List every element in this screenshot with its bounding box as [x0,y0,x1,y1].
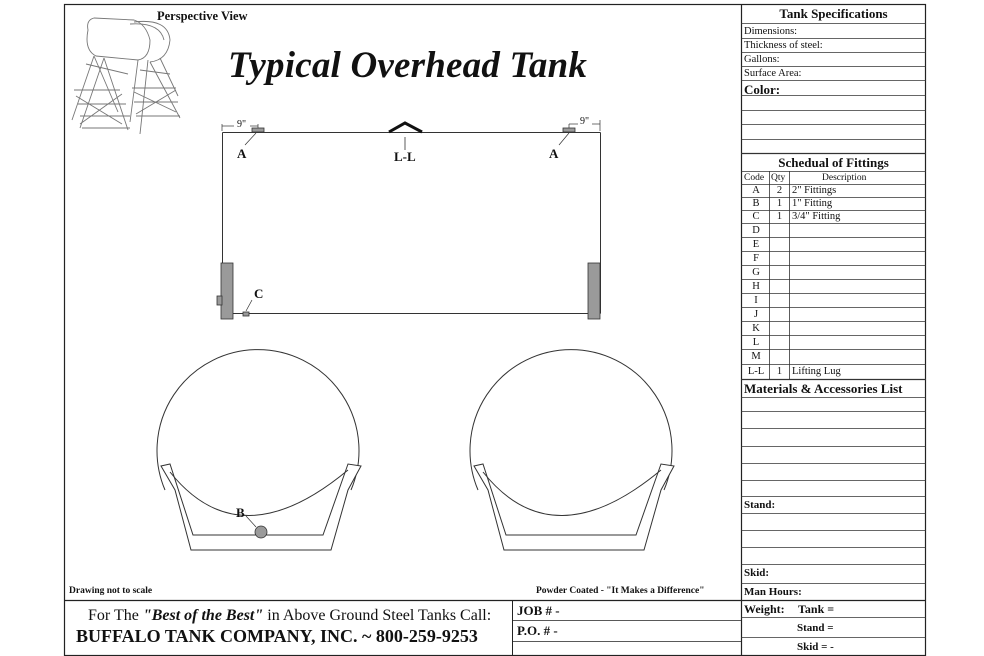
footer-call-suffix: in Above Ground Steel Tanks Call: [263,607,492,624]
fitting-a-right [563,128,575,132]
scale-note: Drawing not to scale [69,586,153,596]
fitting-code: M [751,351,761,362]
lifting-lug [389,123,422,132]
fitting-description: Lifting Lug [792,366,841,377]
footer-call-line [88,607,491,625]
perspective-sketch [72,18,180,134]
fitting-qty: 1 [776,198,783,209]
fitting-a-left [252,128,264,132]
coating-note: Powder Coated - "It Makes a Difference" [536,586,705,596]
materials-heading: Materials & Accessories List [744,381,903,396]
tank-end-view-left [157,350,361,550]
specs-heading: Tank Specifications [779,6,888,21]
callout-c: C [254,286,264,301]
weight-skid: Skid = - [797,641,834,653]
fittings-col-qty: Qty [771,173,786,183]
spec-gallons-label: Gallons: [744,54,780,65]
fitting-description: 1" Fitting [792,198,833,209]
fitting-code: A [752,185,760,196]
job-number-label: JOB # - [517,603,560,618]
stand-label: Stand: [744,499,776,511]
fitting-code: L [752,337,760,348]
spec-surface-area-label: Surface Area: [744,68,802,79]
fitting-code: B [752,198,760,209]
footer-call-prefix: For The [88,607,143,624]
callout-b: B [236,505,245,520]
fitting-description: 3/4" Fitting [792,211,841,222]
callout-lifting-lug: L-L [394,149,416,164]
fitting-code: H [752,281,760,292]
callout-a-left: A [237,146,247,161]
weight-stand: Stand = [797,622,834,634]
left-saddle [221,263,233,319]
outer-border [65,5,926,656]
fitting-qty: 2 [776,185,783,196]
fitting-description: 2" Fittings [792,185,837,196]
fitting-code: I [754,295,758,306]
fittings-col-description: Description [822,173,867,183]
fitting-code: G [752,267,760,278]
drawing-title: Typical Overhead Tank [228,45,588,86]
fitting-code: K [752,323,760,334]
fitting-code: C [752,211,760,222]
fitting-code: E [752,239,760,250]
fitting-c [243,312,249,316]
footer-company: BUFFALO TANK COMPANY, INC. ~ 800-259-9253 [76,626,478,646]
weight-label: Weight: [744,602,785,616]
fitting-code: L-L [747,366,765,377]
fittings-col-code: Code [744,173,765,183]
spec-dimensions-label: Dimensions: [744,26,798,37]
spec-thickness-label: Thickness of steel: [744,40,823,51]
right-saddle [588,263,600,319]
tank-end-view-right [470,350,674,550]
dimension-right: 9" [580,116,590,127]
fittings-heading: Schedual of Fittings [778,155,889,170]
footer-call-emphasis: "Best of the Best" [142,607,264,624]
po-number-label: P.O. # - [517,623,558,638]
perspective-label: Perspective View [157,9,248,23]
spec-color-label: Color: [744,82,781,97]
fitting-qty: 1 [776,211,783,222]
weight-tank: Tank = [798,602,835,616]
skid-label: Skid: [744,567,770,579]
dimension-left: 9" [237,119,247,130]
fitting-b [255,526,267,538]
fitting-code: J [753,309,759,320]
fitting-code: F [753,253,759,264]
fitting-code: D [752,225,760,236]
man-hours-label: Man Hours: [744,586,802,598]
fitting-qty: 1 [776,366,783,377]
callout-a-right: A [549,146,559,161]
